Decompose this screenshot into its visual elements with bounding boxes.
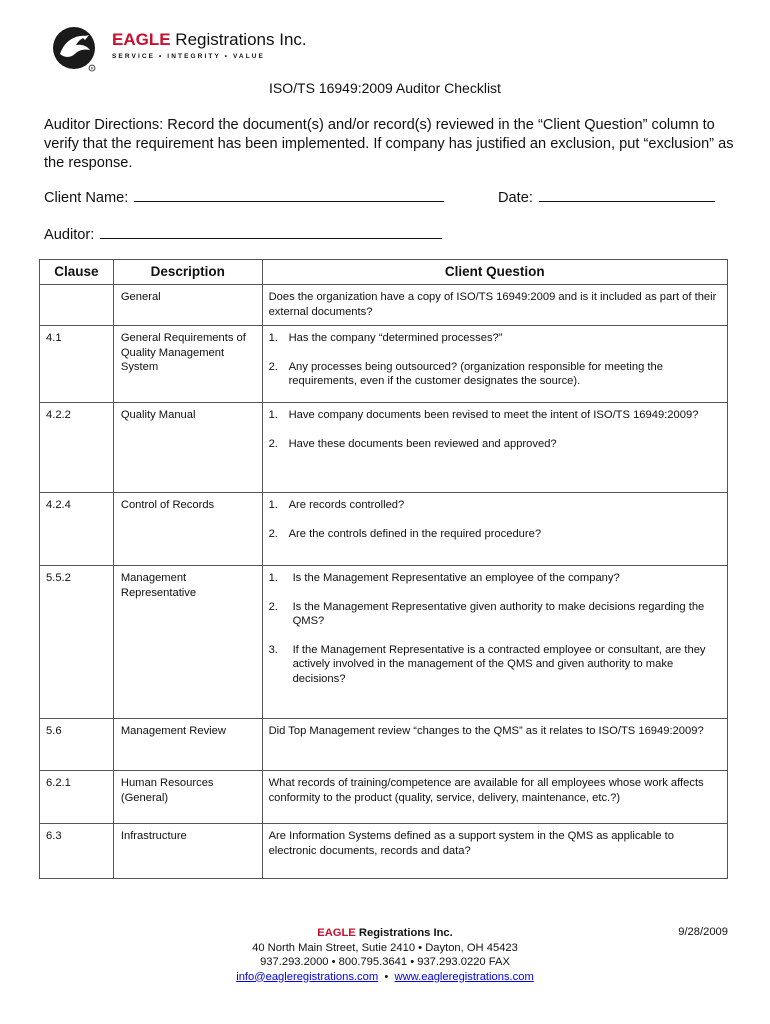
client-question-cell xyxy=(262,326,727,403)
question-text: Did Top Management review “changes to the QMS” as it relates to ISO/TS 16949:2009? xyxy=(268,725,704,737)
date-label: Date: xyxy=(498,190,533,206)
table-row xyxy=(40,566,728,719)
question-item xyxy=(269,408,719,423)
date-blank[interactable] xyxy=(539,187,715,202)
question-text: Any processes being outsourced? (organization responsible for meeting the requirements, even if the customer designates the source). xyxy=(288,360,663,387)
question-item xyxy=(269,437,719,452)
table-row xyxy=(40,403,728,493)
client-question-cell xyxy=(262,824,727,879)
clause-cell: 4.1 xyxy=(40,326,114,403)
question-number: 1. xyxy=(268,332,278,344)
table-row xyxy=(40,493,728,566)
footer-links xyxy=(0,970,770,985)
auditor-label: Auditor: xyxy=(44,227,95,243)
description-cell: Management Review xyxy=(113,719,262,771)
table-row xyxy=(40,285,728,326)
footer-address: 40 North Main Street, Sutie 2410 • Dayton, OH 45423 xyxy=(252,941,518,954)
footer-link-separator: • xyxy=(378,970,395,983)
client-question-cell xyxy=(262,719,727,771)
question-number: 1. xyxy=(268,499,278,511)
question-number: 1. xyxy=(268,409,278,421)
table-header-row xyxy=(40,260,728,285)
clause-cell: 5.6 xyxy=(40,719,114,771)
question-number: 3. xyxy=(268,643,278,656)
footer-company: EAGLE Registrations Inc. xyxy=(317,927,453,939)
description-cell: Management Representative xyxy=(113,566,262,719)
date-field[interactable] xyxy=(498,187,715,206)
description-cell: General Requirements of Quality Management System xyxy=(113,326,262,403)
question-text: Have company documents been revised to meet the intent of ISO/TS 16949:2009? xyxy=(288,409,699,421)
client-name-field[interactable] xyxy=(44,187,444,206)
question-text: Does the organization have a copy of ISO/TS 16949:2009 and is it included as part of their external documents? xyxy=(268,291,717,318)
document-title: ISO/TS 16949:2009 Auditor Checklist xyxy=(269,80,501,96)
description-cell: Quality Manual xyxy=(113,403,262,493)
header-client-question: Client Question xyxy=(262,260,727,285)
description-cell: General xyxy=(113,285,262,326)
question-item xyxy=(269,331,719,346)
table-row xyxy=(40,771,728,824)
header-clause: Clause xyxy=(40,260,114,285)
clause-cell xyxy=(40,285,114,326)
question-item xyxy=(269,527,719,542)
question-item xyxy=(269,724,719,739)
question-text: Are the controls defined in the required procedure? xyxy=(288,527,542,540)
question-text: Are Information Systems defined as a support system in the QMS as applicable to electronic documents, records and data? xyxy=(268,830,675,857)
question-item xyxy=(269,829,719,858)
question-number: 1. xyxy=(268,572,278,584)
clause-cell: 4.2.2 xyxy=(40,403,114,493)
auditor-blank[interactable] xyxy=(100,224,442,239)
question-item xyxy=(269,643,719,687)
header-description: Description xyxy=(113,260,262,285)
clause-cell: 6.2.1 xyxy=(40,771,114,824)
table-row xyxy=(40,326,728,403)
client-name-label: Client Name: xyxy=(44,190,129,206)
question-text: If the Management Representative is a contracted employee or consultant, are they actively involved in the management of the QMS and given authority to make decisions? xyxy=(292,643,706,685)
question-item xyxy=(269,776,719,805)
clause-cell: 6.3 xyxy=(40,824,114,879)
footer-email-link[interactable]: info@eagleregistrations.com xyxy=(236,970,379,983)
table-row xyxy=(40,824,728,879)
description-cell: Human Resources (General) xyxy=(113,771,262,824)
footer-phones: 937.293.2000 • 800.795.3641 • 937.293.0220 FAX xyxy=(260,956,510,968)
footer-website-link[interactable]: www.eagleregistrations.com xyxy=(394,970,534,983)
logo-wordmark: EAGLE Registrations Inc. xyxy=(112,30,307,49)
client-question-cell xyxy=(262,566,727,719)
question-text: Are records controlled? xyxy=(288,499,405,511)
description-cell: Control of Records xyxy=(113,493,262,566)
question-item xyxy=(269,571,719,586)
table-body xyxy=(40,285,728,879)
client-question-cell xyxy=(262,771,727,824)
logo-tagline: SERVICE • INTEGRITY • VALUE xyxy=(112,53,265,60)
client-question-cell xyxy=(262,403,727,493)
client-question-cell xyxy=(262,493,727,566)
question-item xyxy=(269,498,719,513)
question-item xyxy=(269,600,719,629)
description-cell: Infrastructure xyxy=(113,824,262,879)
svg-text:R: R xyxy=(90,65,94,71)
footer-date: 9/28/2009 xyxy=(678,926,728,938)
question-text: Has the company “determined processes?” xyxy=(288,332,503,344)
question-text: Is the Management Representative an employee of the company? xyxy=(292,572,620,584)
company-logo xyxy=(52,22,307,78)
clause-cell: 5.5.2 xyxy=(40,566,114,719)
question-text: Have these documents been reviewed and approved? xyxy=(288,437,557,450)
question-number: 2. xyxy=(268,360,278,373)
question-item xyxy=(269,290,719,319)
question-number: 2. xyxy=(268,527,278,540)
clause-cell: 4.2.4 xyxy=(40,493,114,566)
client-name-blank[interactable] xyxy=(134,187,444,202)
question-number: 2. xyxy=(268,437,278,450)
eagle-emblem-icon xyxy=(52,24,98,74)
question-number: 2. xyxy=(268,600,278,613)
auditor-field[interactable] xyxy=(44,224,442,243)
table-row xyxy=(40,719,728,771)
question-text: Is the Management Representative given authority to make decisions regarding the QMS? xyxy=(292,600,705,627)
checklist-table xyxy=(39,259,728,879)
question-item xyxy=(269,360,719,389)
client-question-cell xyxy=(262,285,727,326)
question-text: What records of training/competence are available for all employees whose work affects conformity to the product (quality, service, delivery, maintenance, etc.?) xyxy=(268,777,704,804)
auditor-directions: Auditor Directions: Record the document(s) and/or record(s) reviewed in the “Client Question” column to verify that the requirement has been implemented. If company has justified an exclusion, put “exclusion” as the response. xyxy=(44,117,734,171)
footer xyxy=(0,926,770,984)
